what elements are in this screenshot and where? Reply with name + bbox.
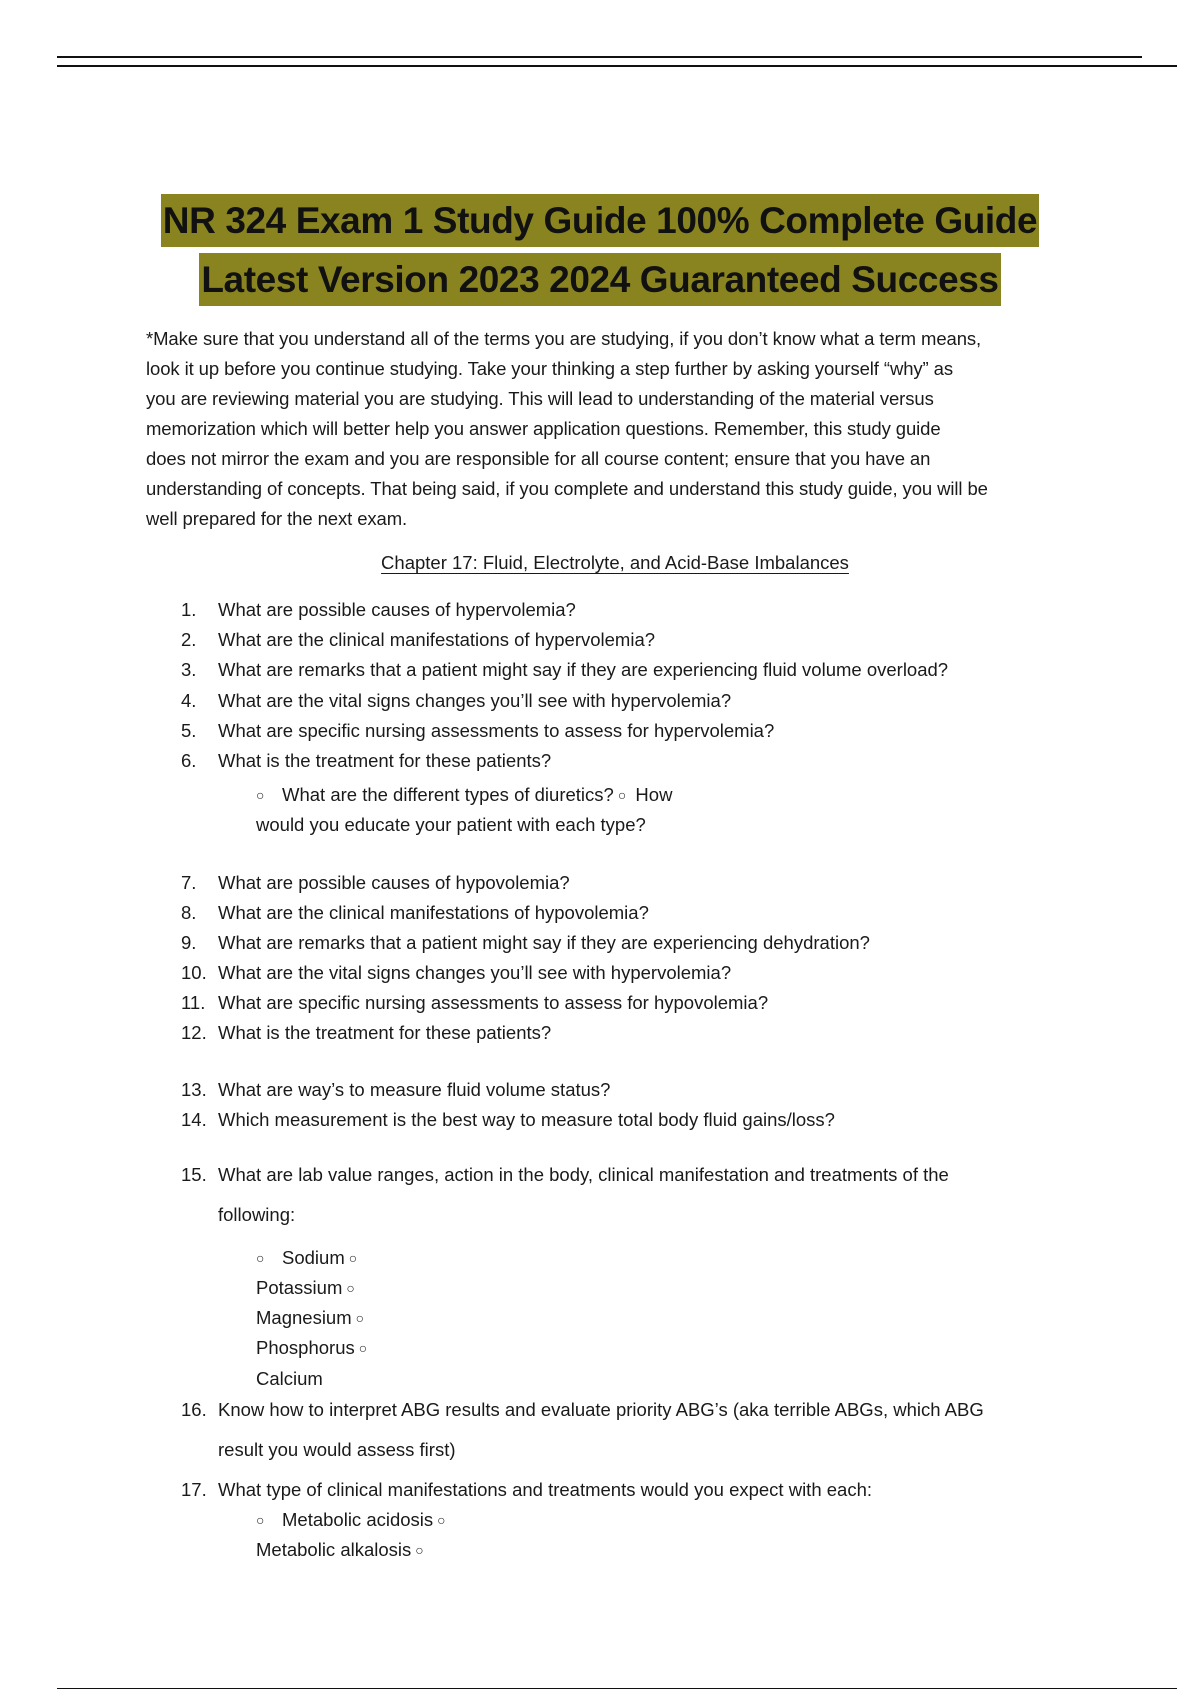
q15-sub-line: Phosphorus ○ <box>256 1337 368 1358</box>
bullet-icon: ○ <box>348 1250 358 1266</box>
title-line-1: NR 324 Exam 1 Study Guide 100% Complete Guide <box>161 194 1039 247</box>
bullet-icon: ○ <box>256 787 265 803</box>
bullet-icon: ○ <box>256 1512 265 1528</box>
footer-rule <box>57 1688 1177 1689</box>
q15-sub-line: Magnesium ○ <box>256 1307 365 1328</box>
q15-sub-line: ○ Sodium ○ <box>256 1245 361 1271</box>
intro-line: memorization which will better help you answer application questions. Remember, this study guide <box>146 418 941 439</box>
header-rule-top <box>57 56 1142 58</box>
intro-line: understanding of concepts. That being said, if you complete and understand this study guide, you will be <box>146 478 988 499</box>
intro-line: well prepared for the next exam. <box>146 508 408 529</box>
bullet-icon: ○ <box>355 1310 365 1326</box>
bullet-icon: ○ <box>358 1340 368 1356</box>
q15-sub-line: Potassium ○ <box>256 1277 355 1298</box>
title-line-2: Latest Version 2023 2024 Guaranteed Success <box>199 253 1000 306</box>
intro-line: you are reviewing material you are studying. This will lead to understanding of the material versus <box>146 388 934 409</box>
intro-line: look it up before you continue studying. Take your thinking a step further by asking yourself “why” as <box>146 358 953 379</box>
intro-line: does not mirror the exam and you are responsible for all course content; ensure that you have an <box>146 448 931 469</box>
q15-sub-line: Calcium <box>256 1368 323 1389</box>
bullet-icon: ○ <box>415 1542 424 1558</box>
header-rule-bottom <box>57 65 1177 67</box>
q6-sub-line-1: ○ What are the different types of diuretics? ○ How <box>256 782 672 808</box>
q17-sub-line: ○ Metabolic acidosis ○ <box>256 1507 450 1533</box>
document-title <box>0 194 1200 312</box>
q6-sub-line-2: would you educate your patient with each type? <box>256 814 646 835</box>
bullet-icon: ○ <box>617 787 627 803</box>
q17-sub-line: Metabolic alkalosis ○ <box>256 1539 424 1560</box>
chapter-heading: Chapter 17: Fluid, Electrolyte, and Acid-Base Imbalances <box>381 552 849 573</box>
intro-line: *Make sure that you understand all of the terms you are studying, if you don’t know what a term means, <box>146 328 982 349</box>
bullet-icon: ○ <box>256 1250 265 1266</box>
bullet-icon: ○ <box>437 1512 446 1528</box>
intro-paragraph <box>146 324 1096 534</box>
bullet-icon: ○ <box>346 1280 355 1296</box>
